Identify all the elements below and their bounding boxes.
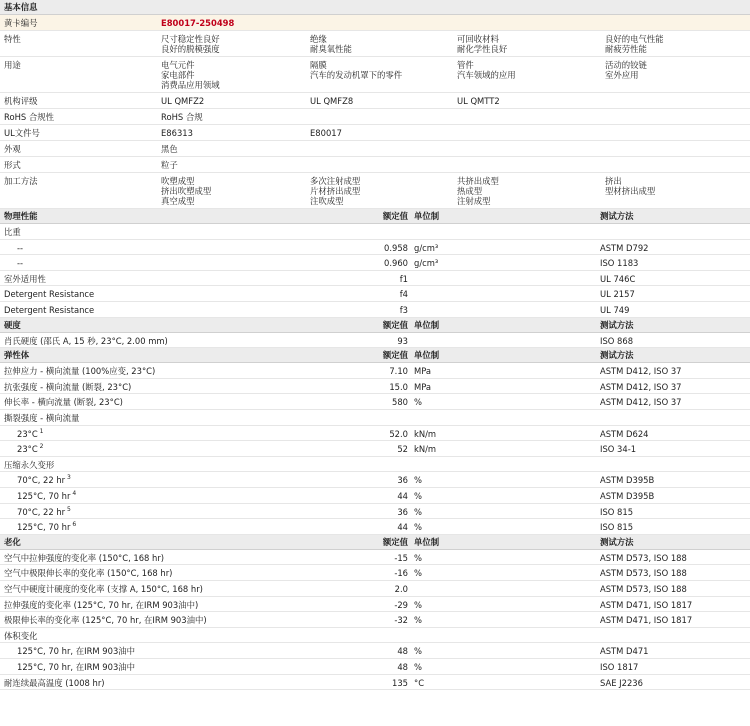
basic-info-label: 外观	[4, 144, 21, 154]
property-unit: %	[414, 397, 422, 408]
property-test-method: ASTM D573, ISO 188	[600, 584, 687, 594]
section-header	[0, 535, 750, 550]
property-value: 7.10	[389, 366, 408, 377]
basic-info-row	[0, 173, 750, 209]
property-label: 70°C, 22 hr $^3$	[17, 474, 71, 486]
property-label: 空气中拉伸强度的变化率 (150°C, 168 hr)	[4, 552, 165, 563]
property-test-method: ISO 34-1	[600, 444, 637, 455]
property-value: 48	[397, 646, 408, 657]
property-value: 2.0	[394, 584, 408, 594]
property-label: 125°C, 70 hr $^4$	[17, 490, 77, 501]
property-row	[0, 286, 750, 302]
property-label: Detergent Resistance	[4, 289, 95, 300]
basic-info-value: 型材挤出成型	[605, 186, 656, 196]
basic-info-row	[0, 125, 750, 141]
basic-info-row	[0, 57, 750, 93]
property-value: 0.960	[384, 258, 408, 269]
property-label: 125°C, 70 hr, 在IRM 903油中	[17, 662, 136, 672]
column-header-unit: 单位制	[414, 536, 440, 547]
basic-info-value: 耐化学性良好	[457, 44, 508, 54]
basic-info-label: 特性	[4, 34, 21, 44]
basic-info-value: 可回收材料	[457, 34, 499, 44]
property-test-method: ASTM D792	[600, 242, 649, 253]
basic-info-value: RoHS 合规	[161, 112, 203, 122]
column-header-unit: 单位制	[414, 319, 440, 330]
property-value: 52	[397, 444, 408, 455]
property-unit: %	[414, 552, 422, 563]
property-row	[0, 271, 750, 287]
basic-info-title: 基本信息	[4, 2, 38, 12]
column-header-unit: 单位制	[414, 211, 440, 221]
basic-info-value: 绝缘	[310, 34, 327, 44]
basic-info-value: 多次注射成型	[310, 176, 361, 186]
property-row	[0, 457, 750, 473]
property-label: 耐连续最高温度 (1008 hr)	[4, 677, 105, 688]
property-row	[0, 426, 750, 442]
property-row	[0, 441, 750, 457]
property-value: 135	[392, 677, 408, 688]
property-row	[0, 504, 750, 520]
column-header-method: 测试方法	[600, 350, 634, 361]
basic-info-label: 机构评级	[4, 96, 38, 106]
property-test-method: ASTM D395B	[600, 475, 655, 486]
property-unit: kN/m	[414, 428, 437, 439]
property-row	[0, 597, 750, 613]
property-test-method: UL 2157	[600, 289, 635, 300]
property-test-method: SAE J2236	[600, 677, 643, 688]
basic-info-value: 室外应用	[605, 70, 639, 80]
basic-info-value: UL QMFZ8	[310, 96, 354, 106]
property-value: 44	[397, 522, 408, 533]
section-title: 物理性能	[4, 211, 38, 221]
basic-info-value: 挤出	[605, 176, 622, 186]
property-row	[0, 565, 750, 581]
property-label: 拉伸强度的变化率 (125°C, 70 hr, 在IRM 903油中)	[4, 599, 199, 610]
property-label: 体积变化	[4, 630, 38, 641]
basic-info-value: 真空成型	[161, 196, 195, 206]
basic-info-value: 注吹成型	[310, 196, 344, 206]
column-header-unit: 单位制	[414, 350, 440, 361]
property-test-method: ISO 1817	[600, 662, 639, 672]
basic-info-value: 耐疲劳性能	[605, 44, 647, 54]
property-label: 伸长率 - 横向流量 (断裂, 23°C)	[4, 397, 123, 408]
basic-info-value: 良好的脱模强度	[161, 44, 220, 54]
section-title: 老化	[4, 536, 21, 547]
property-label: 肖氏硬度 (邵氏 A, 15 秒, 23°C, 2.00 mm)	[4, 335, 168, 346]
property-unit: g/cm³	[414, 258, 439, 269]
property-unit: kN/m	[414, 444, 437, 455]
basic-info-label: RoHS 合规性	[4, 112, 54, 122]
property-label: --	[17, 242, 24, 253]
property-row	[0, 659, 750, 675]
basic-info-row	[0, 31, 750, 57]
property-row	[0, 302, 750, 318]
property-label: Detergent Resistance	[4, 305, 95, 315]
basic-info-value: UL QMTT2	[457, 96, 500, 106]
card-number-value: E80017-250498	[161, 18, 235, 28]
property-value: 48	[397, 662, 408, 672]
property-test-method: ASTM D395B	[600, 491, 655, 501]
section-header	[0, 209, 750, 224]
footnote-marker: 5	[65, 505, 71, 513]
property-unit: g/cm³	[414, 242, 439, 253]
basic-info-value: E86313	[161, 128, 193, 138]
footnote-marker: 6	[70, 521, 77, 529]
property-value: 15.0	[389, 381, 408, 392]
property-unit: %	[414, 662, 422, 672]
footnote-marker: 4	[70, 490, 77, 497]
property-unit: °C	[414, 677, 425, 688]
footnote-marker: 3	[65, 474, 71, 482]
card-number-label: 黄卡编号	[4, 18, 38, 28]
property-unit: %	[414, 506, 422, 517]
section-header	[0, 348, 750, 363]
property-label: 极限伸长率的变化率 (125°C, 70 hr, 在IRM 903油中)	[4, 615, 207, 626]
basic-info-value: 尺寸稳定性良好	[161, 34, 220, 44]
property-test-method: ASTM D412, ISO 37	[600, 366, 682, 377]
basic-info-label: 形式	[4, 160, 21, 170]
basic-info-row	[0, 141, 750, 157]
basic-info-label: 加工方法	[4, 176, 38, 186]
card-number-row	[0, 15, 750, 31]
column-header-value: 额定值	[382, 350, 408, 361]
property-test-method: ISO 815	[600, 522, 634, 533]
property-test-method: ASTM D573, ISO 188	[600, 568, 687, 579]
property-label: 拉伸应力 - 横向流量 (100%应变, 23°C)	[4, 366, 156, 377]
property-unit: %	[414, 568, 422, 579]
basic-info-label: 用途	[4, 60, 21, 70]
property-test-method: ASTM D471, ISO 1817	[600, 615, 693, 626]
basic-info-value: 电气元件	[161, 60, 195, 70]
basic-info-value: 热成型	[457, 186, 483, 196]
property-label: 比重	[4, 227, 21, 237]
basic-info-value: E80017	[310, 128, 342, 138]
property-unit: %	[414, 615, 422, 626]
property-value: 93	[397, 335, 408, 346]
property-test-method: ISO 868	[600, 335, 634, 346]
property-value: 580	[392, 397, 408, 408]
property-value: f1	[399, 273, 408, 284]
footnote-marker: 1	[37, 427, 44, 435]
basic-info-value: 耐臭氧性能	[310, 44, 352, 54]
property-value: -16	[394, 568, 408, 579]
column-header-method: 测试方法	[600, 319, 634, 330]
basic-info-row	[0, 109, 750, 125]
property-row	[0, 581, 750, 597]
property-label: 23°C $^1$	[17, 427, 44, 439]
property-unit: MPa	[414, 366, 432, 377]
property-label: 125°C, 70 hr $^6$	[17, 521, 77, 533]
basic-info-row	[0, 93, 750, 109]
property-row	[0, 333, 750, 349]
column-header-value: 额定值	[382, 319, 408, 330]
property-value: 36	[397, 475, 408, 486]
property-value: 44	[397, 491, 408, 501]
property-unit: %	[414, 522, 422, 533]
basic-info-value: 消费品应用领域	[161, 80, 220, 90]
property-label: 70°C, 22 hr $^5$	[17, 505, 71, 517]
basic-info-value: 隔膜	[310, 60, 327, 70]
section-header	[0, 318, 750, 333]
property-test-method: ASTM D471	[600, 646, 649, 657]
property-label: 23°C $^2$	[17, 443, 44, 455]
basic-info-value: 汽车领域的应用	[457, 70, 516, 80]
basic-info-row	[0, 157, 750, 173]
column-header-value: 额定值	[382, 211, 408, 221]
basic-info-value: 吹塑成型	[161, 176, 195, 186]
property-label: 抗张强度 - 横向流量 (断裂, 23°C)	[4, 381, 132, 392]
property-row	[0, 628, 750, 644]
property-label: 撕裂强度 - 横向流量	[4, 413, 80, 423]
property-unit: %	[414, 491, 422, 501]
property-test-method: ISO 815	[600, 506, 634, 517]
basic-info-value: 片材挤出成型	[310, 186, 361, 196]
property-label: 空气中极限伸长率的变化率 (150°C, 168 hr)	[4, 568, 173, 579]
property-test-method: ASTM D412, ISO 37	[600, 397, 682, 408]
property-test-method: UL 749	[600, 305, 630, 315]
property-unit: %	[414, 646, 422, 657]
basic-info-value: 共挤出成型	[457, 176, 499, 186]
property-value: 0.958	[384, 242, 408, 253]
property-value: -15	[394, 552, 408, 563]
property-row	[0, 255, 750, 271]
basic-info-value: 注射成型	[457, 196, 491, 206]
property-row	[0, 410, 750, 426]
basic-info-value: 活动的铰链	[605, 60, 647, 70]
property-row	[0, 643, 750, 659]
property-value: f3	[399, 305, 408, 315]
property-unit: MPa	[414, 381, 432, 392]
property-row	[0, 675, 750, 691]
property-test-method: UL 746C	[600, 273, 636, 284]
basic-info-value: 汽车的发动机罩下的零件	[310, 70, 403, 80]
footnote-marker: 2	[37, 443, 44, 451]
basic-info-value: 挤出吹塑成型	[161, 186, 212, 196]
basic-info-value: 良好的电气性能	[605, 34, 664, 44]
property-label: 空气中硬度计硬度的变化率 (支撑 A, 150°C, 168 hr)	[4, 584, 203, 594]
property-row	[0, 224, 750, 240]
column-header-value: 额定值	[382, 536, 408, 547]
property-row	[0, 379, 750, 395]
property-row	[0, 550, 750, 566]
property-test-method: ASTM D412, ISO 37	[600, 381, 682, 392]
section-title: 硬度	[4, 319, 21, 330]
property-test-method: ISO 1183	[600, 258, 639, 269]
property-row	[0, 488, 750, 504]
property-value: 36	[397, 506, 408, 517]
property-label: 125°C, 70 hr, 在IRM 903油中	[17, 646, 136, 657]
property-label: --	[17, 258, 24, 269]
property-value: f4	[399, 289, 408, 300]
property-row	[0, 240, 750, 256]
property-value: -32	[394, 615, 408, 626]
basic-info-value: 粒子	[161, 160, 178, 170]
property-test-method: ASTM D471, ISO 1817	[600, 599, 693, 610]
property-test-method: ASTM D624	[600, 428, 649, 439]
property-row	[0, 472, 750, 488]
property-unit: %	[414, 599, 422, 610]
basic-info-header	[0, 0, 750, 15]
property-label: 压缩永久变形	[4, 459, 55, 470]
property-value: 52.0	[389, 428, 408, 439]
basic-info-label: UL文件号	[4, 128, 40, 138]
property-row	[0, 394, 750, 410]
basic-info-value: 管件	[457, 60, 474, 70]
property-row	[0, 363, 750, 379]
basic-info-value: 家电部件	[161, 70, 195, 80]
column-header-method: 测试方法	[600, 211, 634, 221]
property-label: 室外适用性	[4, 273, 46, 284]
property-value: -29	[394, 599, 408, 610]
property-row	[0, 612, 750, 628]
property-unit: %	[414, 475, 422, 486]
column-header-method: 测试方法	[600, 536, 634, 547]
property-test-method: ASTM D573, ISO 188	[600, 552, 687, 563]
basic-info-value: 黑色	[161, 144, 178, 154]
section-title: 弹性体	[4, 350, 30, 361]
basic-info-value: UL QMFZ2	[161, 96, 205, 106]
property-row	[0, 519, 750, 535]
